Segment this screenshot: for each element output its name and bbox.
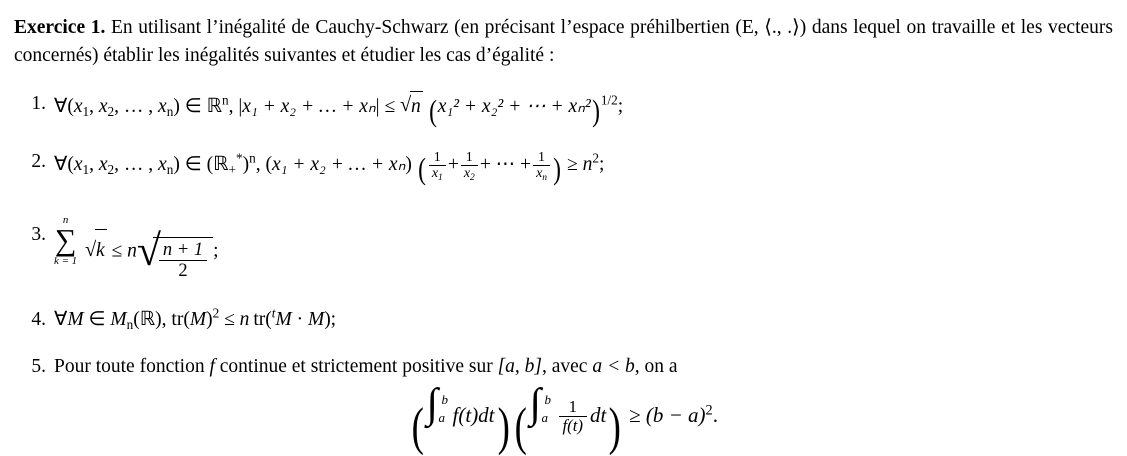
paren-open: ( <box>67 96 74 118</box>
paren-open-2: ( <box>428 93 437 128</box>
formula-terminator: . <box>712 402 718 427</box>
real-numbers-exponent: n <box>222 92 229 108</box>
integral-lower-limit: a <box>541 409 549 425</box>
integral-glyph: ∫ <box>529 380 542 427</box>
fraction-denominator: f(t) <box>559 416 588 435</box>
fraction-denominator: $x_n$ <box>533 165 550 181</box>
item-number: 4. <box>31 309 46 331</box>
item2-terminator: ; <box>598 154 605 176</box>
paren-close-recip: ) <box>553 151 562 186</box>
fraction-1-x2 <box>461 148 478 183</box>
sum-upper-limit: n <box>62 214 69 227</box>
item-body <box>54 147 1113 192</box>
ellipsis: , … , <box>114 154 159 176</box>
set-exponent: n <box>249 151 256 167</box>
fraction-1-x1 <box>429 148 446 183</box>
function-symbol: f <box>209 356 215 378</box>
item-number: 5. <box>31 356 46 378</box>
integral-2 <box>529 380 556 427</box>
fraction-1-over-ft <box>559 398 588 436</box>
matrix-space-subscript: n <box>126 317 134 333</box>
paren-open-recip: ( <box>417 151 426 186</box>
element-of-symbol: ∈ <box>184 154 202 176</box>
item4-terminator: ); <box>324 309 337 331</box>
list-item <box>16 352 1113 381</box>
real-numbers-symbol: ℝ <box>206 96 223 118</box>
sqrt-k <box>85 229 107 273</box>
list-item <box>16 214 1113 283</box>
fraction-denominator: $x_2$ <box>461 165 478 181</box>
real-numbers-symbol: ℝ <box>139 309 156 331</box>
variable-x2: x <box>98 96 108 118</box>
exercise-intro <box>14 14 1113 71</box>
sqrt-fraction-arg <box>153 237 213 283</box>
list-item <box>16 89 1113 134</box>
integral-upper-limit: b <box>441 391 449 407</box>
variable-x1-index: 1 <box>82 104 90 120</box>
paren-close: ) <box>173 154 180 176</box>
integrand-1: f(t)dt <box>452 402 495 427</box>
fraction-numerator: 1 <box>538 148 546 165</box>
trace-exponent: 2 <box>212 305 220 321</box>
item-number: 3. <box>31 224 46 246</box>
forall-symbol: ∀ <box>54 96 68 118</box>
set-star-superscript: * <box>236 151 243 167</box>
transpose-superscript: t <box>271 305 276 321</box>
geq-symbol: ≥ <box>629 402 641 427</box>
rhs-exponent: 2 <box>592 151 599 167</box>
variable-x2-index: 2 <box>107 162 115 178</box>
variable-x1: x <box>73 154 83 176</box>
comma-2: , <box>255 154 261 176</box>
fraction-n-plus-1-over-2 <box>159 240 207 282</box>
fraction-numerator: 1 <box>465 148 473 165</box>
trace-arg-open: ( <box>183 309 190 331</box>
fraction-numerator: 1 <box>568 396 577 416</box>
integral-upper-limit: b <box>544 391 552 407</box>
abs-open: | <box>238 96 243 118</box>
integral-lower-limit: a <box>438 409 446 425</box>
rhs-n: n <box>582 154 593 176</box>
trace-operator: tr <box>171 309 184 331</box>
fraction-denominator: $x_1$ <box>429 165 446 181</box>
item-body <box>54 214 1113 283</box>
leq-symbol: ≤ <box>111 240 123 262</box>
item-number: 1. <box>31 92 46 114</box>
item5-text-d: , on a <box>634 356 678 378</box>
abs-close: | <box>375 96 380 118</box>
forall-symbol: ∀ <box>54 309 68 331</box>
leq-symbol: ≤ <box>384 96 396 118</box>
variable-xn: x <box>158 96 167 118</box>
variable-x2: x <box>98 154 108 176</box>
integral-glyph: ∫ <box>426 380 439 427</box>
matrix-variable: M <box>275 309 292 331</box>
summation-symbol <box>54 214 77 267</box>
item-body <box>54 305 1113 334</box>
sum-expression: x₁ + x₂ + … + xₙ <box>272 154 406 176</box>
fraction-numerator: 1 <box>433 148 441 165</box>
exercise-intro-text: En utilisant l’inégalité de Cauchy-Schwarz (en précisant l’espace préhilbertien (E, ⟨., .⟩) dans lequel on travaille et les vecteurs concernés) établir les inégalités suivantes et étudier les cas d’égalité : <box>14 17 1113 67</box>
exercise-items <box>8 89 1119 456</box>
item5-text-a: Pour toute fonction <box>54 356 210 378</box>
paren-close-int1: ) <box>497 397 510 456</box>
display-formula <box>8 380 1119 456</box>
element-of-symbol: ∈ <box>88 309 106 331</box>
item3-terminator: ; <box>213 240 219 262</box>
paren-close-sum: ) <box>405 154 412 176</box>
variable-xn: x <box>158 154 167 176</box>
coefficient-n: n <box>239 309 250 331</box>
paren-close-int2: ) <box>608 397 622 456</box>
sum-expression: x₁ + x₂ + … + xₙ <box>242 96 376 118</box>
sigma-glyph: ∑ <box>54 223 77 258</box>
variable-x1-index: 1 <box>82 162 90 178</box>
sqrt-k-arg: k <box>95 229 107 273</box>
paren-open-set: ( <box>206 154 214 176</box>
fraction-denominator: 2 <box>159 260 207 281</box>
sqrt-n-arg: n <box>410 91 423 121</box>
leq-symbol: ≤ <box>224 309 235 331</box>
paren-open-reals: ( <box>133 309 140 331</box>
integral-1 <box>426 380 453 427</box>
integrand-2-dt: dt <box>590 402 607 427</box>
paren-open-sum: ( <box>265 154 272 176</box>
comma-1: , <box>89 96 99 118</box>
fraction-numerator: √ n + 1 <box>162 239 204 261</box>
geq-symbol: ≥ <box>567 154 578 176</box>
sqrt-fraction <box>137 237 213 283</box>
fraction-1-xn <box>533 148 550 183</box>
paren-close: ) <box>173 96 180 118</box>
trace-arg-close: ) <box>206 309 213 331</box>
sum-lower-limit: k = 1 <box>54 254 78 267</box>
condition-a-lt-b: a < b <box>592 356 635 378</box>
matrix-variable: M <box>307 309 325 331</box>
real-numbers-symbol: ℝ <box>213 154 229 176</box>
item5-text-c: , avec <box>542 356 593 378</box>
element-of-symbol: ∈ <box>184 96 202 118</box>
trace-operator-2: tr <box>253 309 266 331</box>
exercise-label: Exercice 1. <box>14 17 106 38</box>
item1-terminator: ; <box>617 96 624 118</box>
ellipsis: , … , <box>114 96 159 118</box>
paren-open: ( <box>67 154 74 176</box>
trace-arg-open-2: ( <box>265 309 272 331</box>
item5-text-b: continue et strictement positive sur <box>214 356 498 378</box>
variable-x2-index: 2 <box>107 104 115 120</box>
interval-ab: [a, b] <box>497 356 542 378</box>
list-item <box>16 147 1113 192</box>
sqrt-n <box>400 91 423 121</box>
item-body <box>54 89 1113 134</box>
plus-dots: + ⋯ + <box>479 154 532 176</box>
matrix-space-symbol: M <box>110 309 127 331</box>
list-item <box>16 305 1113 334</box>
rhs-expression: (b − a) <box>645 402 706 427</box>
paren-open-int2: ( <box>514 397 527 456</box>
variable-x1: x <box>73 96 83 118</box>
item-body <box>54 352 1113 381</box>
paren-open-int1: ( <box>411 397 424 456</box>
matrix-variable: M <box>67 309 84 331</box>
squares-terms: x₁² + x₂² + ⋯ + xₙ² <box>437 96 591 118</box>
item-number: 2. <box>31 150 46 172</box>
matrix-variable: M <box>189 309 207 331</box>
comma-2: , <box>228 96 234 118</box>
variable-xn-index: n <box>166 104 174 120</box>
comma-3: , <box>161 309 167 331</box>
dot-operator: · <box>296 309 304 331</box>
coefficient-n: n <box>127 240 137 262</box>
paren-close-set: ) <box>242 154 250 176</box>
paren-close-2: ) <box>591 93 600 128</box>
paren-close-reals: ) <box>155 309 162 331</box>
rhs-exponent: 2 <box>705 402 713 419</box>
set-plus-subscript: + <box>228 162 236 178</box>
variable-xn-index: n <box>166 162 174 178</box>
forall-symbol: ∀ <box>54 154 68 176</box>
half-exponent: 1/2 <box>600 92 618 108</box>
comma-1: , <box>89 154 99 176</box>
plus-1: + <box>447 154 459 176</box>
